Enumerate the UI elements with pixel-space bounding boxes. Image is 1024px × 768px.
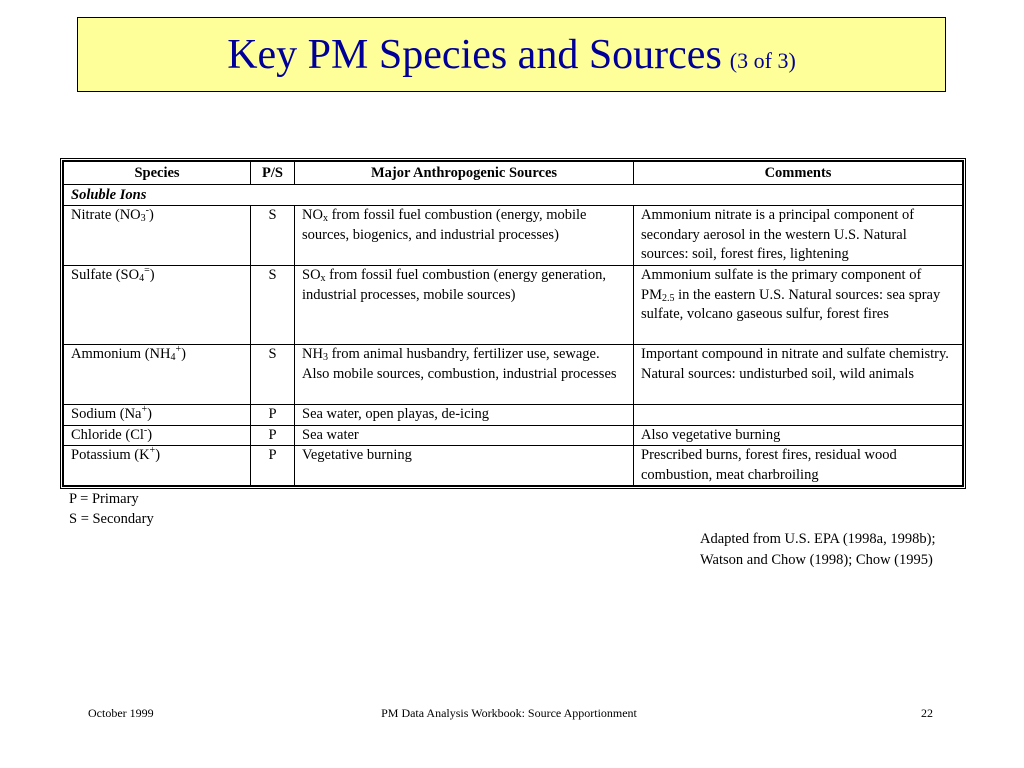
sources-text-rest: from fossil fuel combustion (energy, mobile sources, biogenics, and industrial processes)	[302, 207, 587, 243]
comments-cell	[634, 266, 963, 345]
sources-cell	[295, 345, 634, 405]
table-row	[64, 206, 963, 266]
comments-text: Also vegetative burning	[641, 426, 781, 443]
species-name: Sodium (Na	[71, 406, 142, 422]
species-cell	[64, 446, 251, 486]
comments-text: Important compound in nitrate and sulfate chemistry. Natural sources: undisturbed soil, wild animals	[641, 346, 949, 382]
credit-line-1: Adapted from U.S. EPA (1998a, 1998b);	[700, 531, 936, 547]
title-subtitle: (3 of 3)	[729, 47, 796, 73]
species-cell	[64, 266, 251, 345]
sources-text: NH	[302, 346, 323, 362]
comments-text-rest: in the eastern U.S. Natural sources: sea spray sulfate, volcano gaseous sulfur, forest fires	[641, 286, 941, 322]
header-ps: P/S	[251, 162, 295, 185]
species-cell	[64, 345, 251, 405]
ps-cell: P	[251, 405, 295, 426]
comments-text: Prescribed burns, forest fires, residual wood combustion, meat charbroiling	[641, 447, 897, 483]
species-close: )	[181, 346, 186, 362]
legend	[69, 489, 154, 529]
sources-text: SO	[302, 267, 321, 283]
table-row	[64, 345, 963, 405]
sources-text-rest: from fossil fuel combustion (energy generation, industrial processes, mobile sources)	[302, 267, 606, 303]
sources-text: NO	[302, 207, 323, 223]
sources-subscript: 3	[322, 352, 328, 363]
species-cell	[64, 405, 251, 426]
sources-text-rest: from animal husbandry, fertilizer use, sewage. Also mobile sources, combustion, industrial processes	[302, 346, 617, 382]
species-subscript: 4	[139, 273, 145, 284]
sources-text: Vegetative burning	[302, 447, 412, 463]
table-row	[64, 266, 963, 345]
sources-subscript: x	[322, 213, 328, 224]
ps-cell: S	[251, 266, 295, 345]
sources-cell	[295, 266, 634, 345]
species-charge: +	[141, 404, 148, 415]
species-charge: -	[143, 424, 148, 436]
species-name: Ammonium (NH	[71, 346, 171, 362]
species-table	[63, 161, 963, 486]
comments-cell	[634, 405, 963, 426]
comments-text: Ammonium nitrate is a principal component of secondary aerosol in the western U.S. Natural sources: soil, forest fires, lightening	[641, 207, 915, 262]
title-main: Key PM Species and Sources	[227, 31, 722, 78]
source-credit	[700, 529, 935, 570]
species-close: )	[147, 406, 152, 422]
species-close: )	[155, 447, 161, 463]
slide-title	[227, 31, 796, 79]
sources-cell	[295, 405, 634, 426]
footer-date: October 1999	[88, 706, 154, 720]
table-body	[64, 184, 963, 486]
legend-primary: P = Primary	[69, 491, 139, 507]
comments-cell	[634, 425, 963, 446]
sources-cell	[295, 446, 634, 486]
header-comments: Comments	[634, 162, 963, 185]
species-cell	[64, 206, 251, 266]
species-cell	[64, 425, 251, 446]
section-row	[64, 184, 963, 206]
sources-cell	[295, 206, 634, 266]
comments-cell	[634, 206, 963, 266]
header-sources: Major Anthropogenic Sources	[295, 162, 634, 185]
legend-secondary: S = Secondary	[69, 511, 154, 527]
ps-cell: S	[251, 206, 295, 266]
ps-cell: P	[251, 425, 295, 446]
table-row	[64, 425, 963, 446]
ps-cell: P	[251, 446, 295, 486]
comments-subscript: 2.5	[661, 292, 675, 304]
ps-cell: S	[251, 345, 295, 405]
species-charge: +	[175, 344, 182, 355]
species-close: )	[147, 426, 153, 443]
species-name: Chloride (Cl	[71, 426, 144, 443]
species-charge: -	[145, 205, 149, 216]
section-label: Soluble Ions	[64, 184, 963, 206]
species-charge: =	[144, 265, 150, 276]
footer-page-number: 22	[921, 706, 933, 720]
species-subscript: 3	[140, 213, 146, 224]
species-close: )	[149, 207, 154, 223]
header-species: Species	[64, 162, 251, 185]
title-box	[77, 17, 946, 92]
comments-cell	[634, 345, 963, 405]
comments-text: Ammonium sulfate is the primary component of PM	[641, 267, 922, 303]
comments-cell	[634, 446, 963, 486]
species-charge: +	[149, 445, 156, 456]
footer-title: PM Data Analysis Workbook: Source Apportionment	[381, 706, 637, 720]
table-row	[64, 405, 963, 426]
species-subscript: 4	[170, 352, 176, 363]
table-header-row	[64, 162, 963, 185]
sources-text: Sea water	[302, 426, 359, 443]
sources-text: Sea water, open playas, de-icing	[302, 406, 490, 422]
species-name: Sulfate (SO	[71, 267, 140, 283]
table-row	[64, 446, 963, 486]
sources-subscript: x	[320, 273, 326, 284]
credit-line-2: Watson and Chow (1998); Chow (1995)	[700, 551, 933, 568]
sources-cell	[295, 425, 634, 446]
species-table-frame	[60, 158, 966, 489]
species-name: Potassium (K	[71, 447, 150, 463]
species-name: Nitrate (NO	[71, 207, 141, 223]
species-close: )	[149, 267, 155, 283]
